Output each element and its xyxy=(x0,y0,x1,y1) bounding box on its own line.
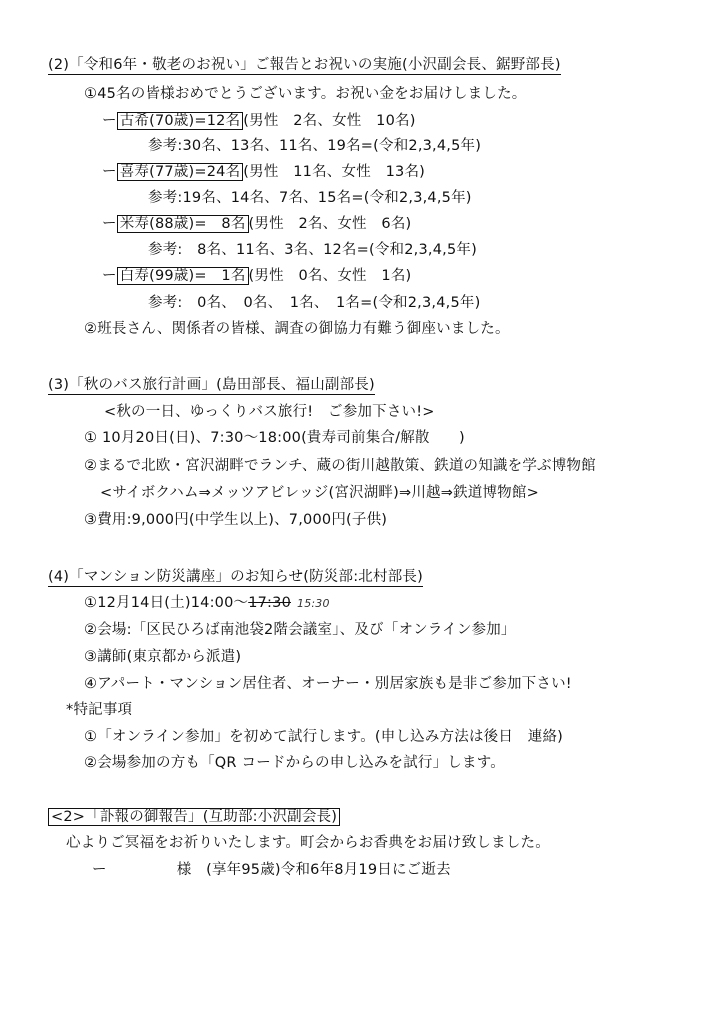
koki-box: 古希(70歳)=12名 xyxy=(117,112,244,130)
section3-tagline: <秋の一日、ゆっくりバス旅行! ご参加下さい!> xyxy=(104,404,435,420)
special-notes-heading: *特記事項 xyxy=(66,702,133,718)
section4-item2: ②会場:「区民ひろば南池袋2階会議室」、及び「オンライン参加」 xyxy=(84,622,516,638)
section3-heading-text: (3)「秋のバス旅行計画」(島田部長、福山副部長) xyxy=(48,377,375,393)
event-datetime: ①12月14日(土)14:00～ xyxy=(84,595,249,611)
dash: ー xyxy=(102,164,117,180)
hakuju-row xyxy=(102,266,411,286)
beiju-box: 米寿(88歳)= 8名 xyxy=(117,215,249,233)
section4-item3: ③講師(東京都から派遣) xyxy=(84,649,242,665)
section3-item3: ③費用:9,000円(中学生以上)、7,000円(子供) xyxy=(84,512,388,528)
section4-item1 xyxy=(84,593,330,614)
section4-item4: ④アパート・マンション居住者、オーナー・別居家族も是非ご参加下さい! xyxy=(84,676,572,692)
kiju-breakdown: (男性 11名、女性 13名) xyxy=(243,164,425,180)
beiju-reference: 参考: 8名、11名、3名、12名=(令和2,3,4,5年) xyxy=(148,242,477,258)
obituary-entry xyxy=(92,860,451,880)
koki-reference: 参考:30名、13名、11名、19名=(令和2,3,4,5年) xyxy=(148,138,482,154)
section4-heading-text: (4)「マンション防災講座」のお知らせ(防災部:北村部長) xyxy=(48,569,423,585)
section4-heading xyxy=(48,567,423,587)
section2-item2: ②班長さん、関係者の皆様、調査の御協力有難う御座いました。 xyxy=(84,321,510,337)
struck-time: 17:30 xyxy=(248,595,291,611)
kiju-box: 喜寿(77歳)=24名 xyxy=(117,163,244,181)
section3-route: <サイボクハム⇒メッツアビレッジ(宮沢湖畔)⇒川越⇒鉄道博物館> xyxy=(100,485,539,501)
dash: ー xyxy=(92,862,107,878)
section2-heading-text: (2)「令和6年・敬老のお祝い」ご報告とお祝いの実施(小沢副会長、鋸野部長) xyxy=(48,57,561,73)
kiju-row xyxy=(102,162,425,182)
dash: ー xyxy=(102,216,117,232)
special-note-2: ②会場参加の方も「QR コードからの申し込みを試行」します。 xyxy=(84,755,505,771)
section2-heading xyxy=(48,55,561,75)
section3-item1: ① 10月20日(日)、7:30～18:00(貴寿司前集合/解散 ) xyxy=(84,430,465,446)
obituary-text: 様 (享年95歳)令和6年8月19日にご逝去 xyxy=(176,862,451,878)
koki-row xyxy=(102,111,416,131)
section3-heading xyxy=(48,375,375,395)
dash: ー xyxy=(102,113,117,129)
hakuju-box: 白寿(99歳)= 1名 xyxy=(117,267,249,285)
part2-body: 心よりご冥福をお祈りいたします。町会からお香典をお届け致しました。 xyxy=(66,835,550,851)
dash: ー xyxy=(102,268,117,284)
special-note-1: ①「オンライン参加」を初めて試行します。(申し込み方法は後日 連絡) xyxy=(84,729,564,745)
hakuju-reference: 参考: 0名、 0名、 1名、 1名=(令和2,3,4,5年) xyxy=(148,295,481,311)
handwritten-time: 15:30 xyxy=(297,597,330,610)
beiju-row xyxy=(102,214,411,234)
section3-item2: ②まるで北欧・宮沢湖畔でランチ、蔵の街川越散策、鉄道の知識を学ぶ博物館 xyxy=(84,458,596,474)
part2-heading xyxy=(48,807,340,827)
koki-breakdown: (男性 2名、女性 10名) xyxy=(243,113,416,129)
part2-heading-text: <2>「訃報の御報告」(互助部:小沢副会長) xyxy=(48,808,340,826)
hakuju-breakdown: (男性 0名、女性 1名) xyxy=(248,268,412,284)
kiju-reference: 参考:19名、14名、7名、15名=(令和2,3,4,5年) xyxy=(148,190,472,206)
beiju-breakdown: (男性 2名、女性 6名) xyxy=(248,216,412,232)
section2-item1: ①45名の皆様おめでとうございます。お祝い金をお届けしました。 xyxy=(84,86,527,102)
